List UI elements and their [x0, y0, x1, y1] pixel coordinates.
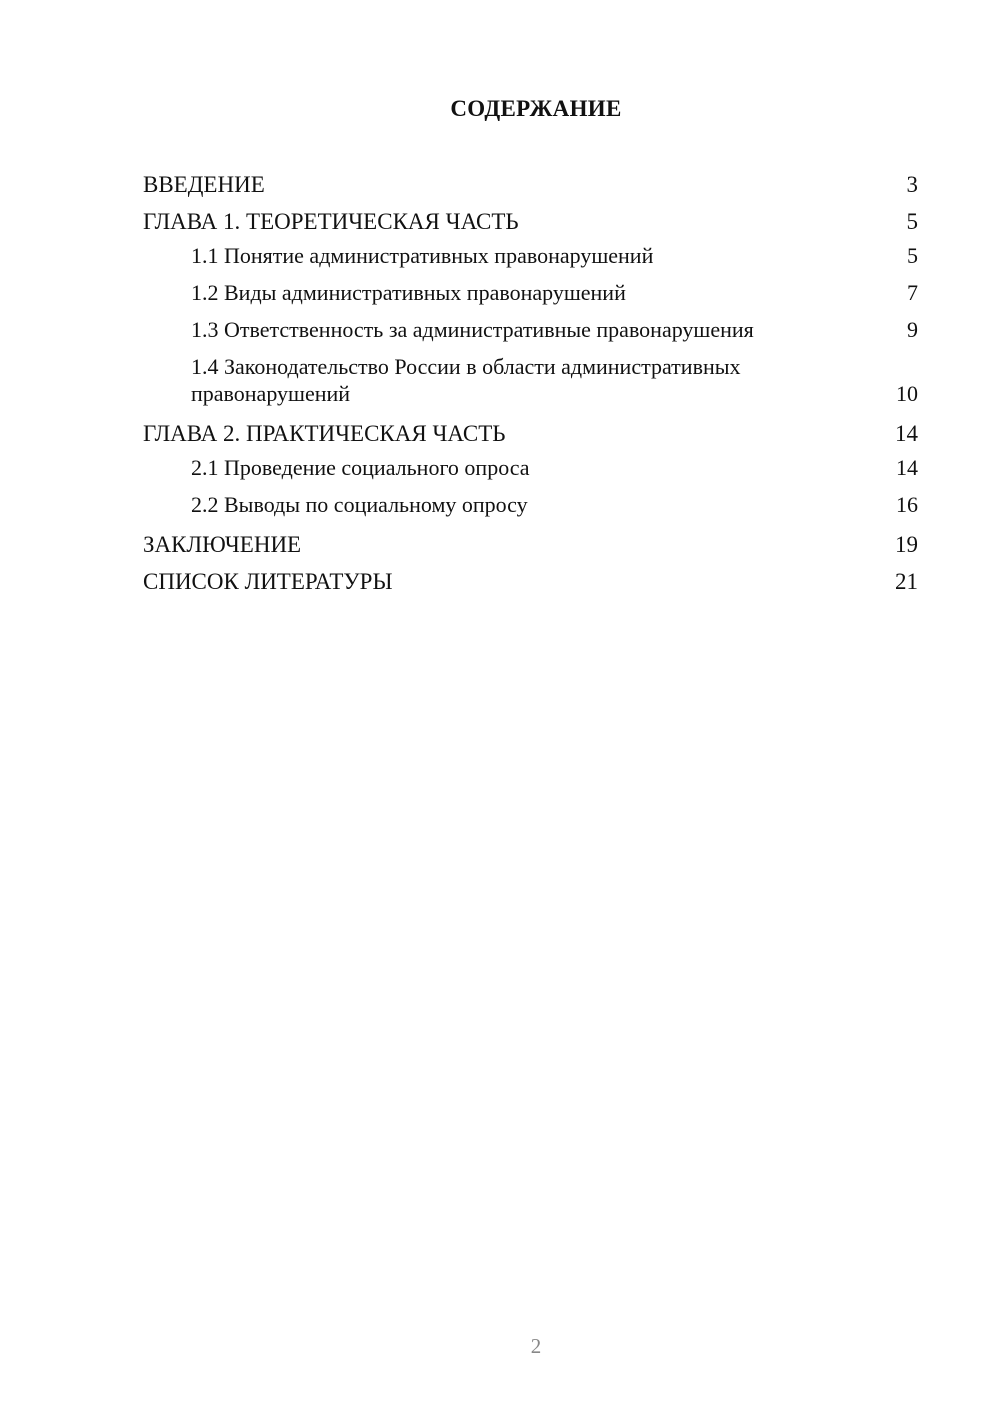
- toc-entry: [143, 279, 918, 306]
- toc-entry-label: ЗАКЛЮЧЕНИЕ: [143, 532, 302, 557]
- toc-entry: [143, 168, 918, 202]
- page-number: 2: [530, 1334, 542, 1358]
- toc-entry-label: ВВЕДЕНИЕ: [143, 172, 265, 197]
- toc-entry: [143, 528, 918, 562]
- toc-entry: [143, 242, 918, 269]
- toc-entry-label: 2.1 Проведение социального опроса: [191, 455, 530, 480]
- toc-entry-page-number: 14: [895, 421, 918, 446]
- table-of-contents: [143, 168, 918, 602]
- toc-entry-label: ГЛАВА 2. ПРАКТИЧЕСКАЯ ЧАСТЬ: [143, 421, 506, 446]
- toc-entry: [143, 353, 918, 407]
- toc-entry: [143, 205, 918, 239]
- toc-entry-page-number: 5: [906, 209, 918, 234]
- toc-entry-label: СПИСОК ЛИТЕРАТУРЫ: [143, 569, 393, 594]
- toc-entry: [143, 316, 918, 343]
- toc-entry-page-number: 3: [906, 172, 918, 197]
- toc-entry-label: 1.1 Понятие административных правонарушений: [191, 243, 654, 268]
- toc-entry-page-number: 14: [896, 455, 918, 480]
- toc-entry-page-number: 16: [896, 492, 918, 517]
- toc-entry-label: 2.2 Выводы по социальному опросу: [191, 492, 528, 517]
- toc-entry-page-number: 5: [907, 243, 918, 268]
- toc-entry-page-number: 21: [895, 569, 918, 594]
- toc-entry: [143, 565, 918, 599]
- toc-entry-page-number: 10: [896, 381, 918, 406]
- toc-entry-page-number: 7: [907, 280, 918, 305]
- toc-entry-page-number: 9: [907, 317, 918, 342]
- toc-entry: [143, 454, 918, 481]
- toc-entry-label: ГЛАВА 1. ТЕОРЕТИЧЕСКАЯ ЧАСТЬ: [143, 209, 519, 234]
- toc-entry-label: 1.3 Ответственность за административные правонарушения: [191, 317, 754, 342]
- toc-entry-label: 1.2 Виды административных правонарушений: [191, 280, 626, 305]
- toc-entry-label: 1.4 Законодательство России в области административных правонарушений: [191, 354, 741, 406]
- toc-entry: [143, 417, 918, 451]
- toc-entry: [143, 491, 918, 518]
- toc-entry-page-number: 19: [895, 532, 918, 557]
- page-title: СОДЕРЖАНИЕ: [450, 96, 622, 121]
